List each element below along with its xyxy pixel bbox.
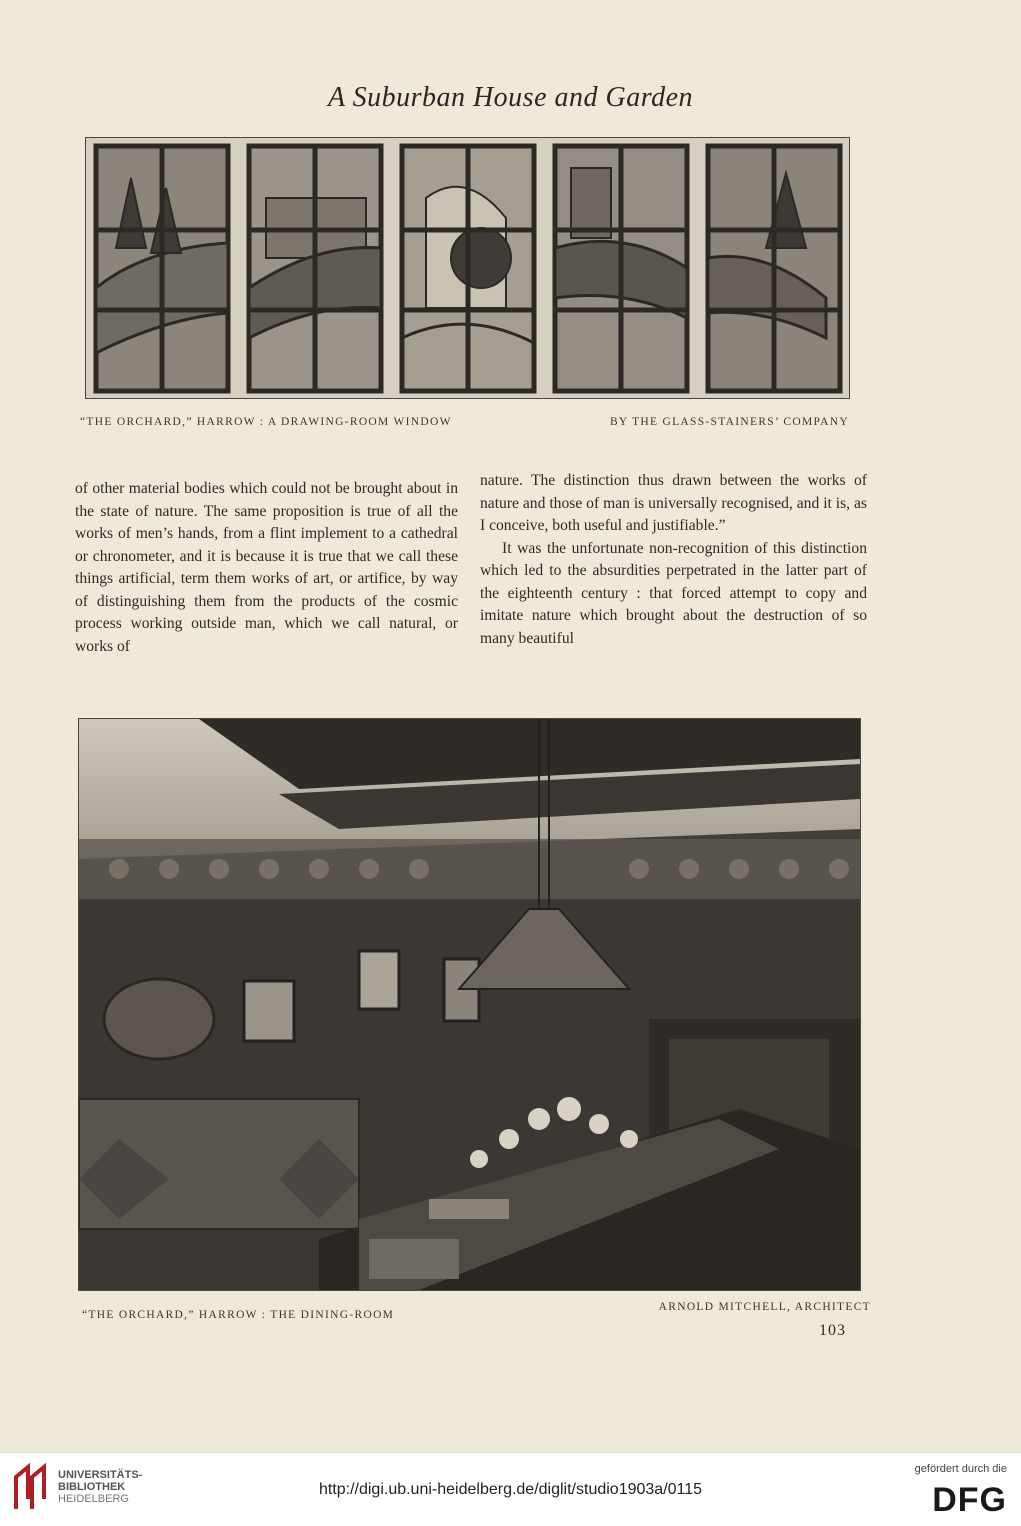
text-column-right [480,470,867,650]
window-panel-5 [708,146,840,391]
library-name-line-2: BIBLIOTHEK [58,1481,126,1493]
window-panel-2 [249,146,381,391]
right-column-paragraph-2: It was the unfortunate non-recognition of this distinction which led to the absurdities perpetrated in the latter part of the eighteenth century : that forced attempt to copy and imitate nature which brought about the destruction of so many beautiful [480,539,867,647]
funded-by-label: gefördert durch die [914,1463,1007,1475]
top-plate-caption-left: “THE ORCHARD,” HARROW : A DRAWING-ROOM WINDOW [80,416,452,428]
bottom-plate-caption-left: “THE ORCHARD,” HARROW : THE DINING-ROOM [82,1309,395,1321]
library-name-line-1: UNIVERSITÄTS- [58,1469,143,1481]
window-panel-3 [402,146,534,391]
top-plate-caption-right: BY THE GLASS-STAINERS’ COMPANY [609,416,849,428]
page-number: 103 [819,1322,846,1339]
window-panel-4 [555,146,687,391]
running-title: A Suburban House and Garden [327,82,694,113]
drawing-room-window-photo [85,137,850,399]
dfg-logo: DFG [932,1481,1007,1519]
digital-copy-url[interactable]: http://digi.ub.uni-heidelberg.de/diglit/studio1903a/0115 [318,1481,703,1498]
dining-room-illustration [79,719,860,1290]
bottom-plate-caption-right: ARNOLD MITCHELL, ARCHITECT [658,1301,871,1313]
right-column-paragraph-1: nature. The distinction thus drawn between the works of nature and those of man is universally recognised, and it is, as I conceive, both useful and justifiable.” [480,472,867,534]
left-column-paragraph: of other material bodies which could not be brought about in the state of nature. The same proposition is true of all the works of men’s hands, from a flint implement to a cathedral or chronometer, and it is because it is true that we call these things artificial, term them works of art, or artifice, by way of distinguishing them from the products of the cosmic process working outside man, which we call natural, or works of [75,480,458,655]
stained-glass-window-illustration [86,138,849,398]
window-panel-1 [96,146,228,391]
text-column-left [75,478,458,658]
library-name-line-3: HEIDELBERG [58,1493,129,1505]
dining-room-photo [78,718,861,1291]
digitization-footer [0,1452,1021,1526]
